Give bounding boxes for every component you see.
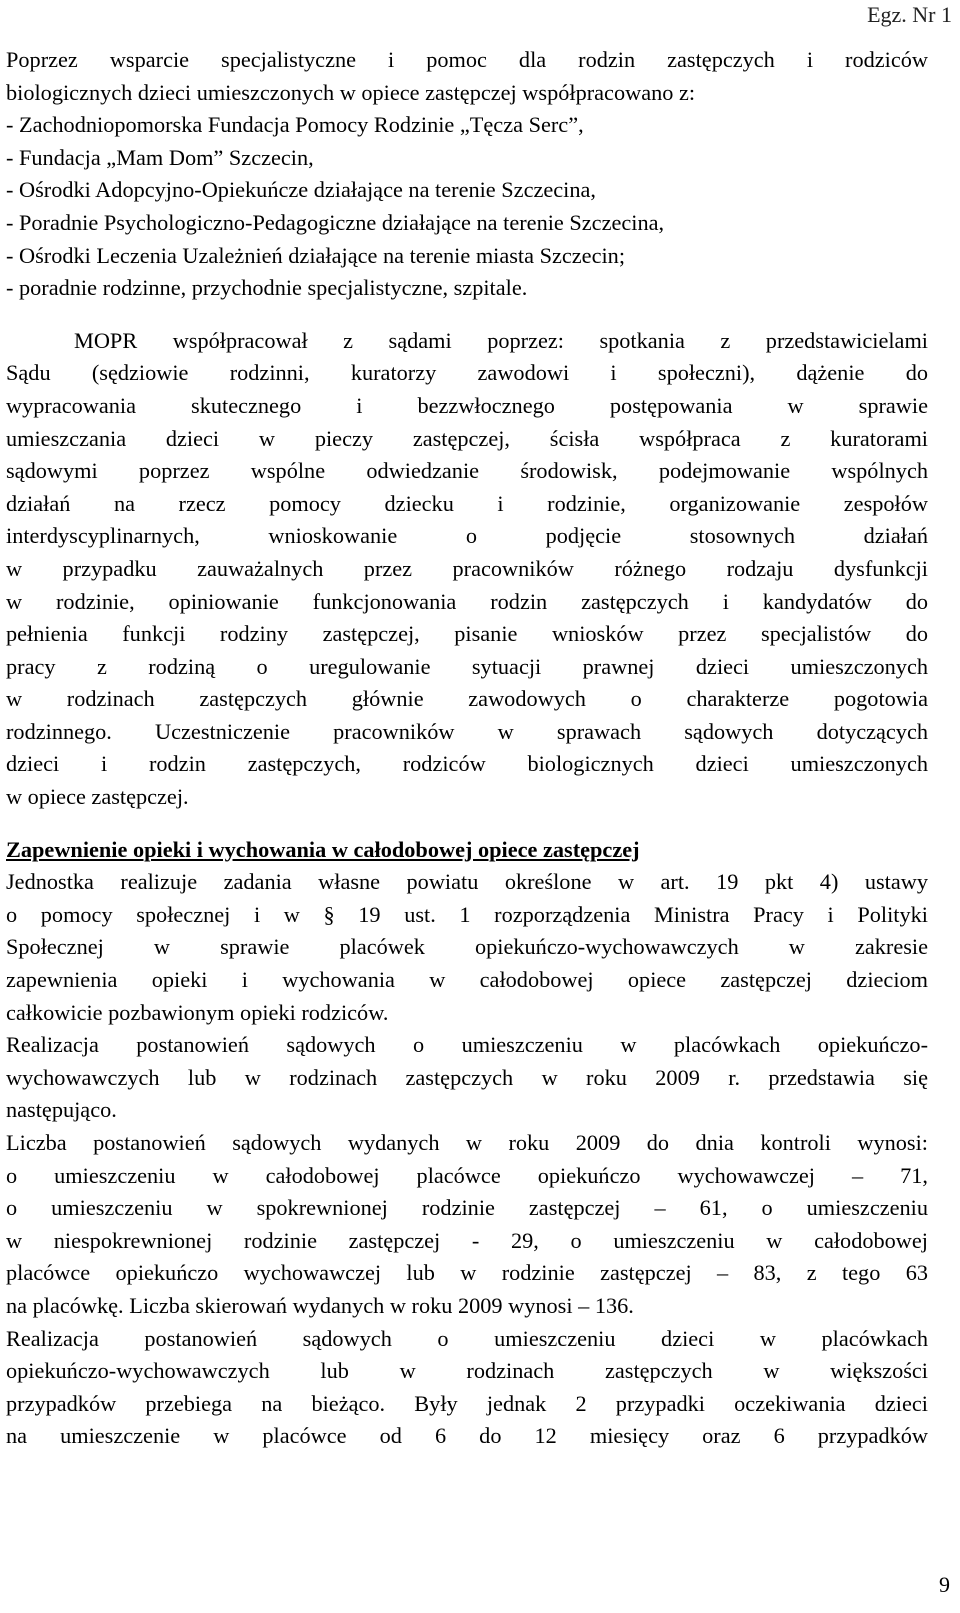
text-line: sądowymi poprzez wspólne odwiedzanie środowisk, podejmowanie wspólnych xyxy=(6,458,928,484)
text-line: na placówkę. Liczba skierowań wydanych w roku 2009 wynosi – 136. xyxy=(6,1292,634,1318)
text-line: w rodzinach zastępczych głównie zawodowych o charakterze pogotowia xyxy=(6,686,928,712)
list-item: - poradnie rodzinne, przychodnie specjalistyczne, szpitale. xyxy=(6,275,528,301)
text-line: następująco. xyxy=(6,1097,117,1123)
copy-number-label: Egz. Nr 1 xyxy=(867,2,952,27)
text-line: o umieszczeniu w całodobowej placówce opiekuńczo wychowawczej – 71, xyxy=(6,1162,928,1188)
text-line: działań na rzecz pomocy dziecku i rodzinie, organizowanie zespołów xyxy=(6,490,928,516)
text-line: dzieci i rodzin zastępczych, rodziców biologicznych dzieci umieszczonych xyxy=(6,751,928,777)
list-item: - Ośrodki Adopcyjno-Opiekuńcze działające na terenie Szczecina, xyxy=(6,177,596,203)
text-line: wypracowania skutecznego i bezzwłocznego postępowania w sprawie xyxy=(6,392,928,418)
text-line: interdyscyplinarnych, wnioskowanie o podjęcie stosownych działań xyxy=(6,523,928,549)
list-item: - Fundacja „Mam Dom” Szczecin, xyxy=(6,144,314,170)
text-line: Liczba postanowień sądowych wydanych w roku 2009 do dnia kontroli wynosi: xyxy=(6,1130,928,1155)
list-item: - Ośrodki Leczenia Uzależnień działające na terenie miasta Szczecin; xyxy=(6,242,626,268)
text-line: w opiece zastępczej. xyxy=(6,784,189,810)
list-item: - Poradnie Psychologiczno-Pedagogiczne działające na terenie Szczecina, xyxy=(6,209,665,235)
text-line: wychowawczych lub w rodzinach zastępczych w roku 2009 r. przedstawia się xyxy=(6,1064,928,1090)
text-line: pełnienia funkcji rodziny zastępczej, pisanie wniosków przez specjalistów do xyxy=(6,621,928,647)
text-line: przypadków przebiega na bieżąco. Były jednak 2 przypadki oczekiwania dzieci xyxy=(6,1390,928,1416)
cooperation-partners-paragraph xyxy=(6,44,928,305)
care-section xyxy=(6,834,928,1453)
text-line: w niespokrewnionej rodzinie zastępczej - 29, o umieszczeniu w całodobowej xyxy=(6,1227,928,1253)
section-heading: Zapewnienie opieki i wychowania w całodobowej opiece zastępczej xyxy=(6,836,640,862)
text-line: na umieszczenie w placówce od 6 do 12 miesięcy oraz 6 przypadków xyxy=(6,1423,928,1449)
page-number: 9 xyxy=(939,1572,950,1597)
list-item: - Zachodniopomorska Fundacja Pomocy Rodzinie „Tęcza Serc”, xyxy=(6,112,584,138)
text-line: biologicznych dzieci umieszczonych w opiece zastępczej współpracowano z: xyxy=(6,79,696,105)
text-line: Realizacja postanowień sądowych o umieszczeniu dzieci w placówkach xyxy=(6,1325,928,1351)
text-line: zapewnienia opieki i wychowania w całodobowej opiece zastępczej dzieciom xyxy=(6,967,928,993)
text-line: o umieszczeniu w spokrewnionej rodzinie zastępczej – 61, o umieszczeniu xyxy=(6,1195,928,1221)
text-line: Realizacja postanowień sądowych o umieszczeniu w placówkach opiekuńczo- xyxy=(6,1032,928,1058)
court-cooperation-paragraph xyxy=(6,325,928,814)
text-line: opiekuńczo-wychowawczych lub w rodzinach zastępczych w większości xyxy=(6,1358,928,1384)
text-line: całkowicie pozbawionym opieki rodziców. xyxy=(6,999,389,1025)
document-body xyxy=(6,44,928,1453)
text-line: placówce opiekuńczo wychowawczej lub w rodzinie zastępczej – 83, z tego 63 xyxy=(6,1260,928,1286)
text-line: w rodzinie, opiniowanie funkcjonowania rodzin zastępczych i kandydatów do xyxy=(6,588,928,614)
text-line: Społecznej w sprawie placówek opiekuńczo-wychowawczych w zakresie xyxy=(6,934,928,960)
text-line: Jednostka realizuje zadania własne powiatu określone w art. 19 pkt 4) ustawy xyxy=(6,869,928,895)
text-line: w przypadku zauważalnych przez pracowników różnego rodzaju dysfunkcji xyxy=(6,555,928,581)
text-line: rodzinnego. Uczestniczenie pracowników w sprawach sądowych dotyczących xyxy=(6,718,928,744)
text-line: MOPR współpracował z sądami poprzez: spotkania z przedstawicielami xyxy=(74,327,928,353)
text-line: Poprzez wsparcie specjalistyczne i pomoc dla rodzin zastępczych i rodziców xyxy=(6,47,928,72)
text-line: pracy z rodziną o uregulowanie sytuacji prawnej dzieci umieszczonych xyxy=(6,653,928,679)
text-line: o pomocy społecznej i w § 19 ust. 1 rozporządzenia Ministra Pracy i Polityki xyxy=(6,901,928,927)
text-line: umieszczania dzieci w pieczy zastępczej, ścisła współpraca z kuratorami xyxy=(6,425,928,451)
text-line: Sądu (sędziowie rodzinni, kuratorzy zawodowi i społeczni), dążenie do xyxy=(6,360,928,386)
